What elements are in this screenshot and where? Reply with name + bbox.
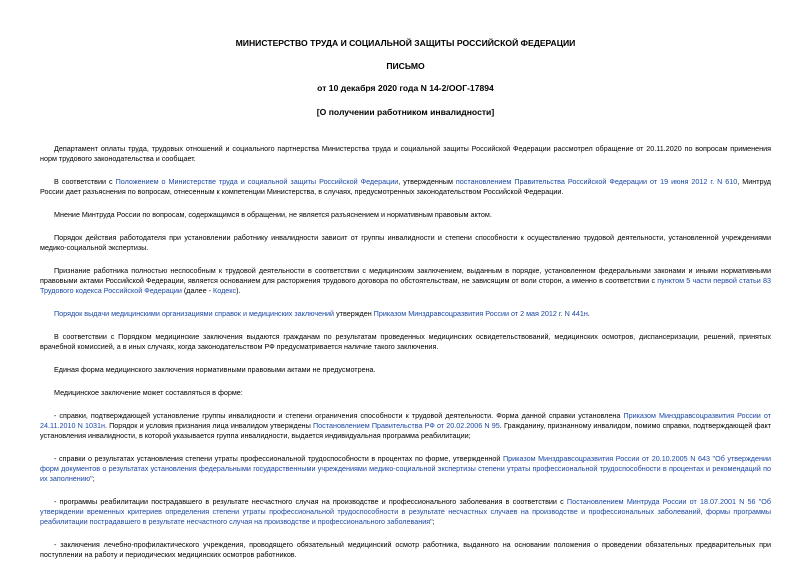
regulation-link[interactable]: Положением о Министерстве труда и социальной защиты Российской Федерации xyxy=(115,177,399,186)
paragraph-text: Признание работника полностью неспособным к трудовой деятельности в соответствии с медицинским заключением, выданным в порядке, установленном федеральными законами и иными нормативными правовыми актами Российской Федерации, является основанием для расторжения трудового договора по обстоятельствам, не зависящим от воли сторон, а именно в соответствии с xyxy=(40,266,771,285)
labor-code-link[interactable]: Кодекс xyxy=(213,286,237,295)
paragraph-text: - программы реабилитации пострадавшего в результате несчастного случая на производстве и профессионального заболевания в соответствии с xyxy=(54,497,567,506)
paragraph-unified-form xyxy=(40,365,771,375)
paragraph-text: - справки, подтверждающей установление группы инвалидности и степени ограничения способности к трудовой деятельности. Форма данной справки установлена xyxy=(54,411,624,420)
order-643-link[interactable]: Приказом Минздравсоцразвития России от 20.10.2005 N 643 "Об утверждении форм документов о результатах установления федеральными государственными учреждениями медико-социальной экспертизы степени утраты профессиональной трудоспособности в процентах и рекомендаций по их заполнению" xyxy=(40,454,772,483)
document-type: ПИСЬМО xyxy=(386,61,425,71)
paragraph-text: . Порядок и условия признания лица инвалидом утверждены xyxy=(104,421,314,430)
paragraph-issuance-order xyxy=(40,309,771,319)
paragraph-text: ; xyxy=(432,517,435,526)
paragraph-forms-intro xyxy=(40,388,771,398)
paragraph-opinion xyxy=(40,210,771,220)
paragraph-text: ; xyxy=(92,474,95,483)
labor-code-article-link[interactable]: пунктом 5 части первой статьи 83 Трудового кодекса Российской Федерации xyxy=(40,276,771,295)
paragraph-text: (далее - xyxy=(181,286,214,295)
paragraph-text: ). xyxy=(236,286,241,295)
issuance-procedure-link[interactable]: Порядок выдачи медицинскими организациями справок и медицинских заключений xyxy=(54,309,335,318)
paragraph-competence xyxy=(40,177,771,197)
list-item-certificate xyxy=(40,411,771,441)
paragraph-recognition xyxy=(40,266,771,296)
decree-56-link[interactable]: Постановлением Минтруда России от 18.07.2001 N 56 "Об утверждении временных критериев определения степени утраты профессиональной трудоспособности в результате несчастных случаев на производстве и профессиональных заболеваний, формы программы реабилитации пострадавшего в результате несчастного случая на производстве и профессионального заболевания" xyxy=(40,497,771,526)
paragraph-text: . Гражданину, признанному инвалидом, помимо справки, подтверждающей факт установления инвалидности, в которой указывается группа инвалидности, выдается индивидуальная программа реабилитации; xyxy=(40,421,771,440)
paragraph-text: Единая форма медицинского заключения нормативными правовыми актами не предусмотрена. xyxy=(54,365,376,374)
order-441n-link[interactable]: Приказом Минздравсоцразвития России от 2 мая 2012 г. N 441н xyxy=(373,309,588,318)
document-date-number: от 10 декабря 2020 года N 14-2/ООГ-17894 xyxy=(317,83,494,93)
paragraph-text: утвержден xyxy=(334,309,374,318)
list-item-disability-percent xyxy=(40,454,771,484)
ministry-title: МИНИСТЕРСТВО ТРУДА И СОЦИАЛЬНОЙ ЗАЩИТЫ РОССИЙСКОЙ ФЕДЕРАЦИИ xyxy=(235,38,576,48)
paragraph-text: . xyxy=(587,309,590,318)
paragraph-medical-conclusions xyxy=(40,332,771,352)
paragraph-text: - справки о результатах установления степени утраты профессиональной трудоспособности в процентах по форме, утвержденной xyxy=(54,454,503,463)
paragraph-text: Порядок действия работодателя при установлении работнику инвалидности зависит от группы инвалидности и степени способности к осуществлению трудовой деятельности, установленной учреждениями медико-социальной экспертизы. xyxy=(40,233,771,252)
paragraph-text: В соответствии с Порядком медицинские заключения выдаются гражданам по результатам проведенных медицинских освидетельствований, медицинских осмотров, диспансеризации, решений, принятых врачебной комиссией, а в иных случаях, когда законодательством РФ предусматривается наличие такого заключения. xyxy=(40,332,771,351)
paragraph-text: , утвержденным xyxy=(398,177,456,186)
list-item-medical-exam-conclusion xyxy=(40,540,771,560)
paragraph-text: Мнение Минтруда России по вопросам, содержащимся в обращении, не является разъяснением и нормативным правовым актом. xyxy=(54,210,492,219)
document-subject: [О получении работником инвалидности] xyxy=(316,107,495,117)
paragraph-intro xyxy=(40,144,771,164)
paragraph-text: , Минтруд России дает разъяснения по вопросам, отнесенным к компетенции Министерства, в случаях, предусмотренных законодательством Российской Федерации. xyxy=(40,177,772,196)
decree-95-link[interactable]: Постановлением Правительства РФ от 20.02.2006 N 95 xyxy=(313,421,500,430)
paragraph-procedure xyxy=(40,233,771,253)
government-decree-link[interactable]: постановлением Правительства Российской Федерации от 19 июня 2012 г. N 610 xyxy=(455,177,738,186)
paragraph-text: - заключения лечебно-профилактического учреждения, проводящего обязательный медицинский осмотр работника, выданного на основании положения о проведении обязательных предварительных при поступлении на работу и периодических медицинских осмотров работников. xyxy=(40,540,771,559)
list-item-rehabilitation-program xyxy=(40,497,771,527)
paragraph-text: Департамент оплаты труда, трудовых отношений и социального партнерства Министерства труда и социальной защиты Российской Федерации рассмотрел обращение от 20.11.2020 по вопросам применения норм трудового законодательства и сообщает. xyxy=(40,144,771,163)
order-1031n-link[interactable]: Приказом Минздравсоцразвития России от 24.11.2010 N 1031н xyxy=(40,411,771,430)
paragraph-text: В соответствии с xyxy=(54,177,116,186)
paragraph-text: Медицинское заключение может составляться в форме: xyxy=(54,388,243,397)
